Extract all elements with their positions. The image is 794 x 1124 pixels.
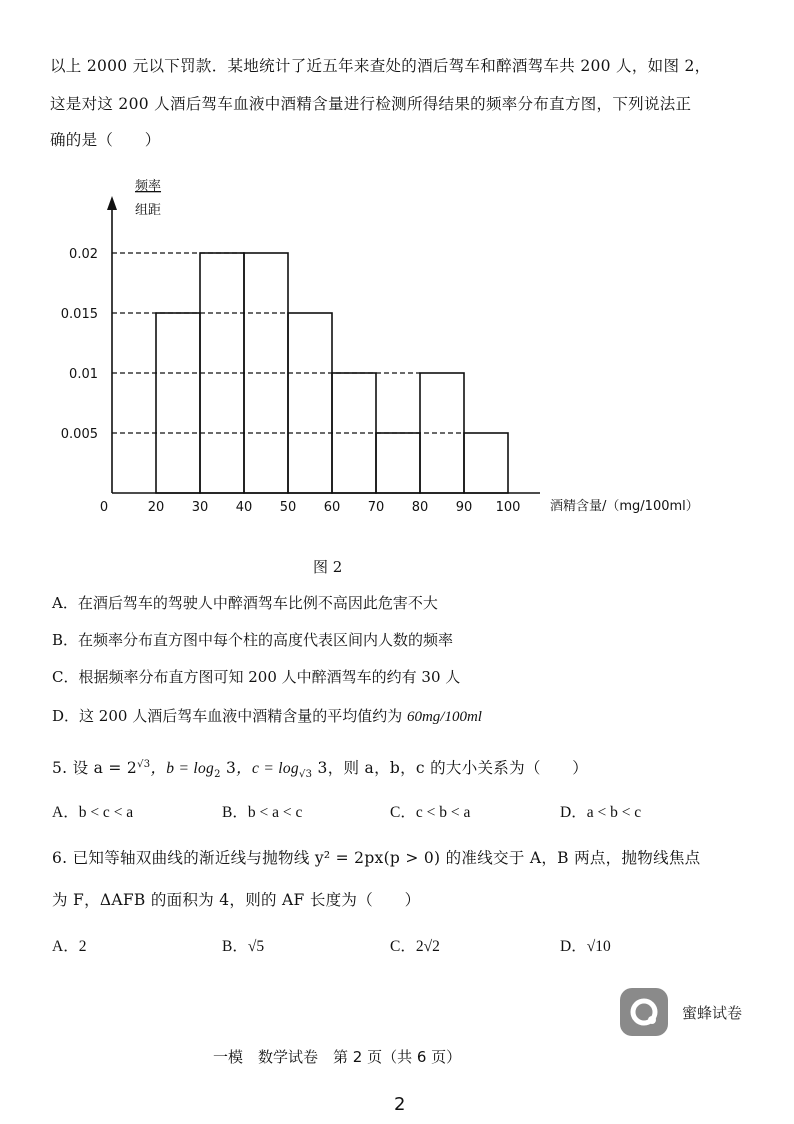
histogram-bar-90-100 [464,433,508,493]
y-axis-arrow-icon [107,196,117,210]
q5-b-arg: 3 [220,759,237,777]
q5-option-a: A．b < c < a [52,804,134,821]
chart-axes [107,196,540,493]
histogram-bar-50-60 [288,313,332,493]
intro-line-2: 这是对这 200 人酒后驾车血液中酒精含量进行检测所得结果的频率分布直方图，下列说法正 [50,95,692,113]
option-4d-text: D．这 200 人酒后驾车血液中酒精含量的平均值约为 [52,707,407,725]
option-4c: C．根据频率分布直方图可知 200 人中醉酒驾车的约有 30 人 [52,668,461,686]
x-tick-80: 80 [411,500,429,515]
q6-option-d: D．√10 [560,938,611,955]
x-tick-60: 60 [323,500,341,515]
q5-option-b: B．b < a < c [222,804,303,821]
x-tick-30: 30 [191,500,209,515]
q5-prefix: 5. 设 a = 2 [52,759,138,777]
y-tick-0.02: 0.02 [69,247,98,262]
option-4a: A．在酒后驾车的驾驶人中醉酒驾车比例不高因此危害不大 [52,594,438,612]
q5-c-base: √3 [298,769,313,781]
y-tick-labels [61,247,98,442]
histogram-bar-20-30 [156,313,200,493]
option-4d-value: 60mg/100ml [406,709,482,725]
y-tick-0.01: 0.01 [69,367,98,382]
y-tick-0.005: 0.005 [60,427,98,442]
y-tick-0.015: 0.015 [60,307,98,322]
page-number: 2 [394,1094,406,1115]
q5-exponent: √3 [137,758,151,770]
x-tick-100: 100 [495,500,521,515]
q5-b-base: 2 [214,769,221,781]
figure-caption: 图 2 [313,558,343,576]
y-axis-label-top: 频率 [135,179,162,194]
option-4d [52,705,482,726]
q5-c-arg: 3 [312,759,328,777]
x-tick-20: 20 [147,500,165,515]
q5-option-c: C．c < b < a [390,804,471,821]
q5-b: ，b = log [150,760,215,777]
x-tick-50: 50 [279,500,297,515]
option-4b: B．在频率分布直方图中每个柱的高度代表区间内人数的频率 [52,631,454,649]
q6-option-c: C．2√2 [390,938,440,955]
page-footer: 一模 数学试卷 第 2 页（共 6 页） [213,1048,462,1066]
frequency-histogram [40,170,740,530]
q5-c: ，c = log [236,760,299,777]
q6-option-a: A．2 [52,938,87,955]
histogram-bar-70-80 [376,433,420,493]
q5-suffix: ，则 a，b，c 的大小关系为（ ） [327,759,589,777]
q5-option-d: D．a < b < c [560,804,642,821]
y-axis-label-bottom: 组距 [135,203,162,218]
bee-logo-icon [620,988,668,1036]
x-tick-40: 40 [235,500,253,515]
histogram-bar-30-40 [200,253,244,493]
watermark-text: 蜜蜂试卷 [682,1003,743,1022]
q6-option-b: B．√5 [222,938,265,955]
question-5 [52,756,588,780]
x-tick-0: 0 [99,500,109,515]
intro-line-3: 确的是（ ） [50,131,161,149]
x-tick-labels [100,500,521,515]
watermark [620,988,742,1036]
x-tick-70: 70 [367,500,385,515]
x-axis-label: 酒精含量/（mg/100ml） [550,499,699,514]
q6-line-2: 为 F，ΔAFB 的面积为 4，则的 AF 长度为（ ） [52,891,421,909]
q6-line-1: 6. 已知等轴双曲线的渐近线与抛物线 y² = 2px(p > 0) 的准线交于 A，B 两点，抛物线焦点 [52,849,701,867]
intro-line-1: 以上 2000 元以下罚款．某地统计了近五年来查处的酒后驾车和醉酒驾车共 200 人，如图 2， [50,57,711,75]
x-tick-90: 90 [455,500,473,515]
